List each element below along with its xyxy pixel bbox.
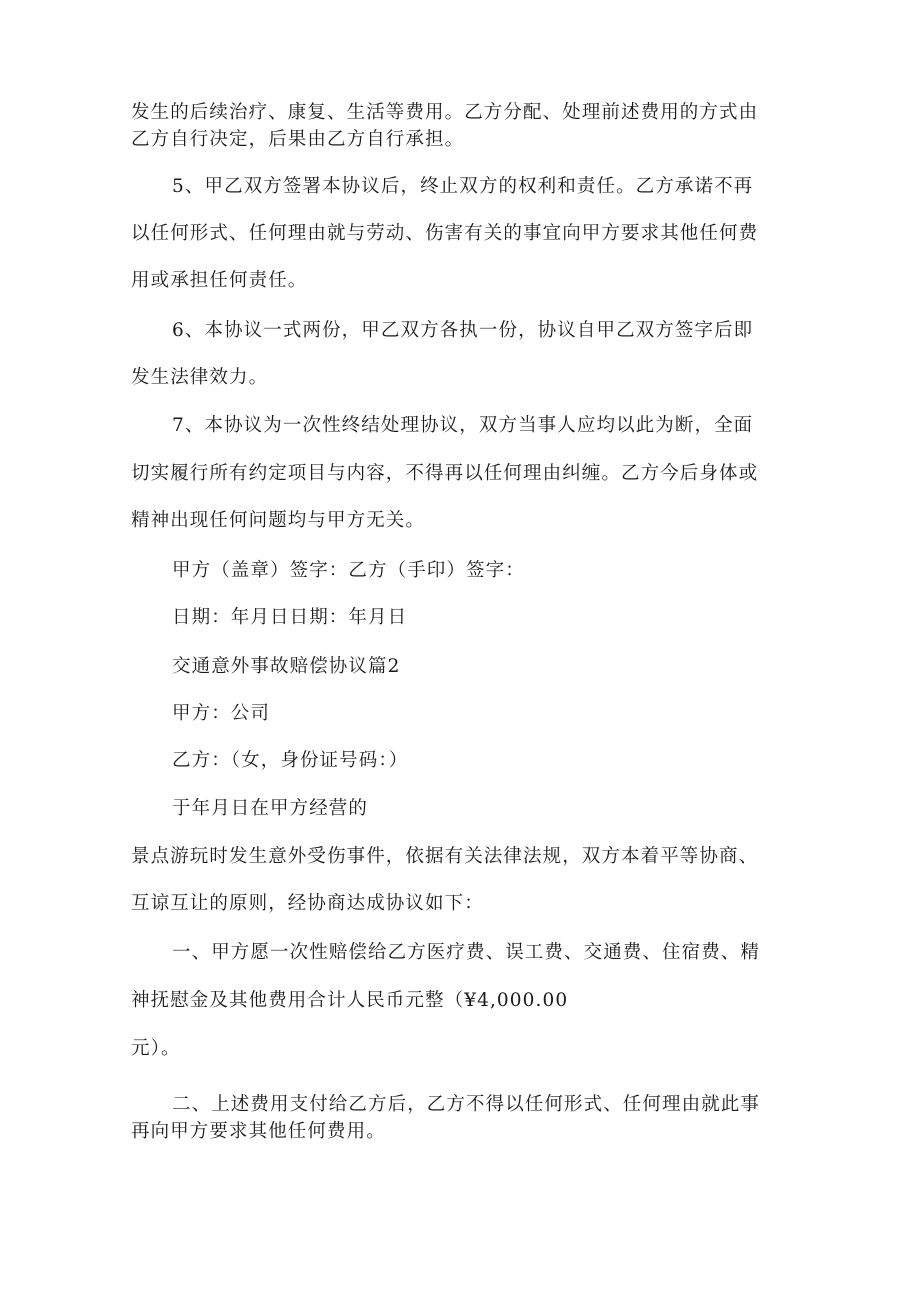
text-line: 景点游玩时发生意外受伤事件，依据有关法律法规，双方本着平等协商、: [131, 846, 759, 867]
text-line: 二、上述费用支付给乙方后，乙方不得以任何形式、任何理由就此事: [172, 1094, 761, 1115]
text-line: 7、本协议为一次性终结处理协议，双方当事人应均以此为断，全面: [172, 415, 754, 436]
party-b-line: 乙方：（女，身份证号码：）: [172, 750, 409, 771]
text-line: 6、本协议一式两份，甲乙双方各执一份，协议自甲乙双方签字后即: [172, 320, 754, 341]
text-line: 再向甲方要求其他任何费用。: [131, 1121, 386, 1142]
signature-line: 甲方（盖章）签字：乙方（手印）签字：: [172, 560, 525, 581]
text-line: 用或承担任何责任。: [131, 270, 308, 291]
text-line: 切实履行所有约定项目与内容，不得再以任何理由纠缠。乙方今后身体或: [131, 463, 759, 484]
text-line: 神抚慰金及其他费用合计人民币元整（¥4,000.00: [131, 990, 569, 1011]
text-line: 元）。: [131, 1038, 181, 1059]
text-line: 精神出现任何问题均与甲方无关。: [131, 510, 426, 531]
text-line: 发生法律效力。: [131, 367, 269, 388]
text-line: 发生的后续治疗、康复、生活等费用。乙方分配、处理前述费用的方式由: [131, 102, 759, 123]
text-line: 于年月日在甲方经营的: [172, 798, 369, 819]
text-line: 乙方自行决定，后果由乙方自行承担。: [131, 129, 465, 150]
text-line: 以任何形式、任何理由就与劳动、伤害有关的事宜向甲方要求其他任何费: [131, 223, 759, 244]
date-line: 日期：年月日日期：年月日: [172, 607, 408, 628]
text-line: 5、甲乙双方签署本协议后，终止双方的权利和责任。乙方承诺不再: [172, 176, 754, 197]
party-a-line: 甲方：公司: [172, 703, 271, 724]
text-line: 互谅互让的原则，经协商达成协议如下：: [131, 893, 484, 914]
section-title: 交通意外事故赔偿协议篇2: [172, 656, 401, 677]
text-line: 一、甲方愿一次性赔偿给乙方医疗费、误工费、交通费、住宿费、精: [172, 942, 761, 963]
